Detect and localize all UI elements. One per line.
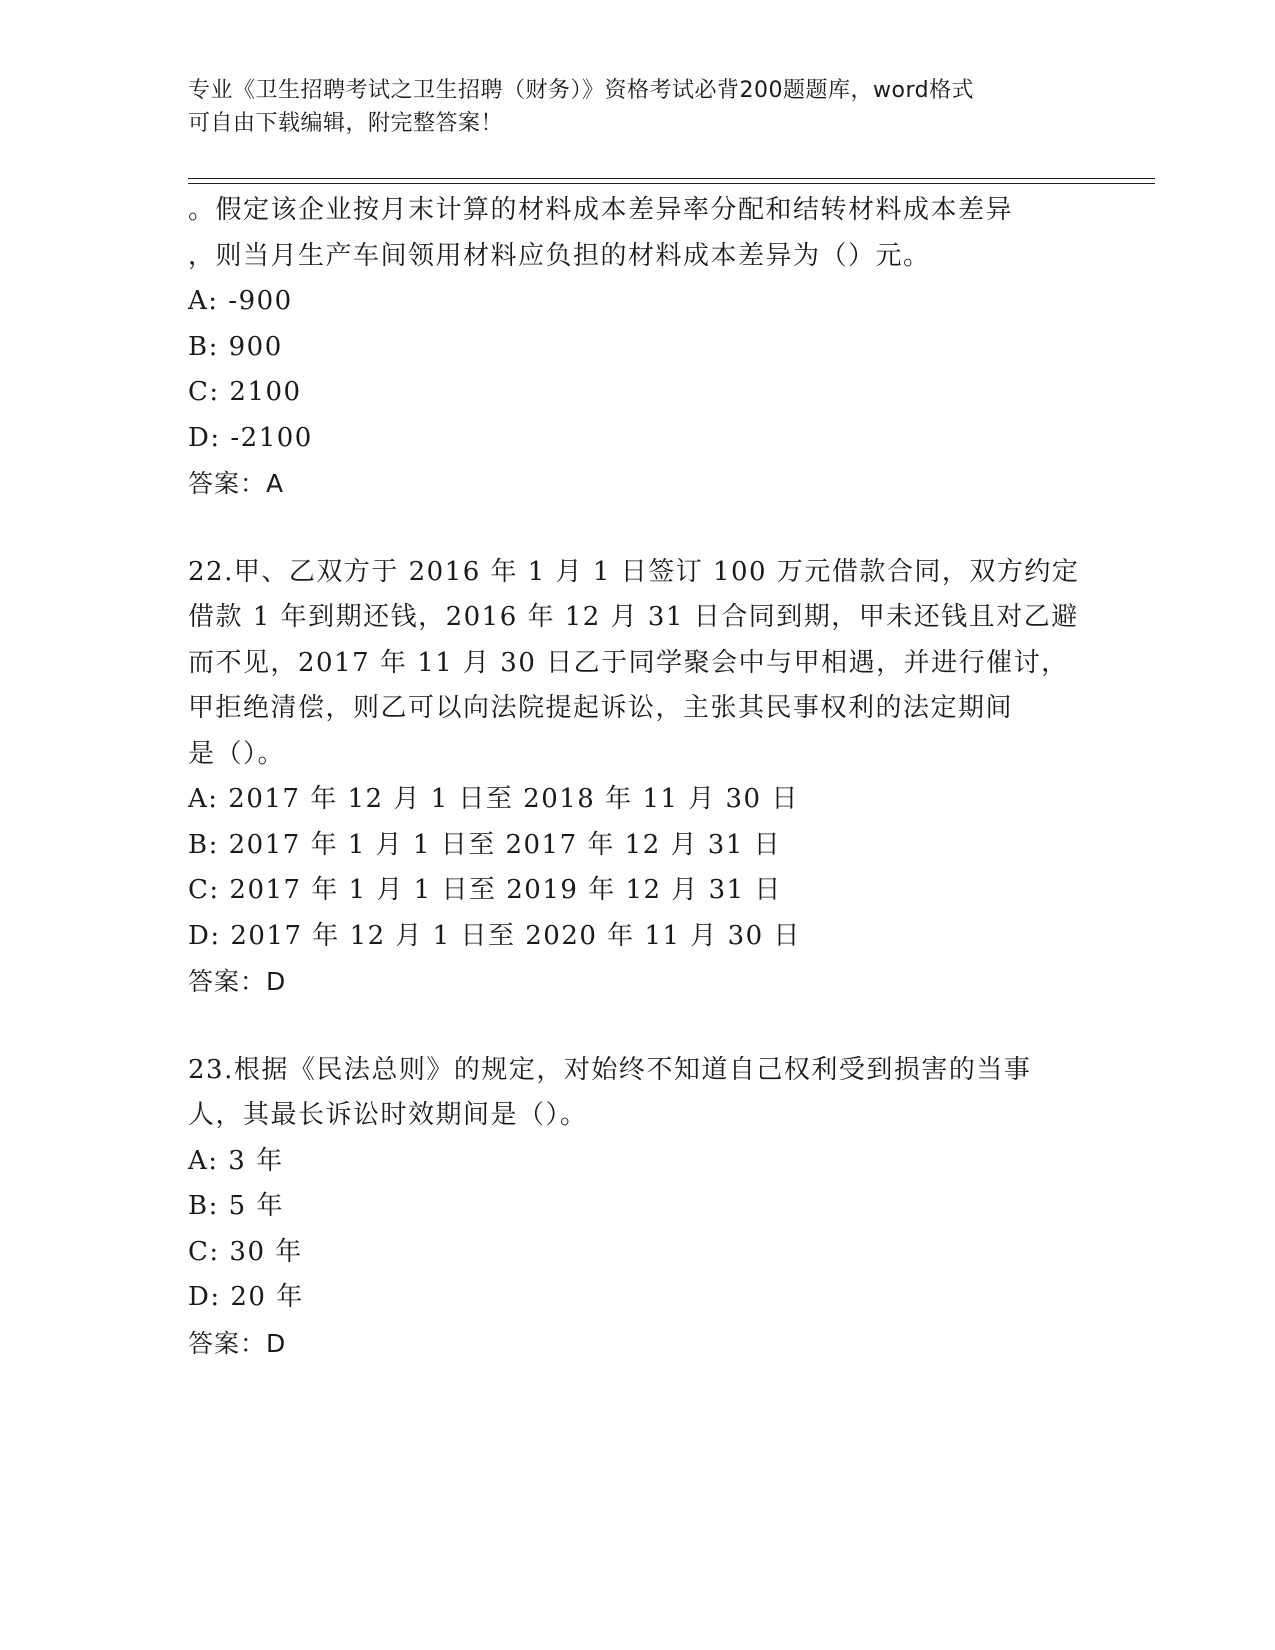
question-text-line: 。假定该企业按月末计算的材料成本差异率分配和结转材料成本差异 [188,195,1014,225]
question-22 [188,550,1078,1005]
question-text-line: 借款 1 年到期还钱，2016 年 12 月 31 日合同到期，甲未还钱且对乙避 [188,602,1079,632]
question-spacer [188,507,1078,550]
option-a: A: 3 年 [188,1145,284,1176]
header-line-2: 可自由下载编辑，附完整答案！ [188,111,504,136]
question-23 [188,1048,1078,1367]
answer-label: 答案：D [188,967,287,996]
option-b: B: 900 [188,331,283,362]
question-text-line: ，则当月生产车间领用材料应负担的材料成本差异为（）元。 [188,240,931,271]
header-divider-top [188,178,1155,179]
option-d: D: 20 年 [188,1282,304,1312]
option-c: C: 2100 [188,377,302,407]
question-text-line: 甲拒绝清偿，则乙可以向法院提起诉讼，主张其民事权利的法定期间 [188,693,1014,723]
answer-label: 答案：A [188,469,285,498]
option-b: B: 5 年 [188,1191,284,1221]
option-b: B: 2017 年 1 月 1 日至 2017 年 12 月 31 日 [188,829,782,860]
option-a: A: 2017 年 12 月 1 日至 2018 年 11 月 30 日 [188,784,799,814]
option-c: C: 30 年 [188,1236,303,1267]
question-spacer [188,1005,1078,1048]
option-a: A: -900 [188,286,293,316]
answer-label: 答案：D [188,1328,287,1358]
question-21 [188,188,1078,507]
question-text-line: 22.甲、乙双方于 2016 年 1 月 1 日签订 100 万元借款合同，双方约定 [188,556,1080,587]
document-body [188,188,1078,1366]
question-text-line: 人，其最长诉讼时效期间是（）。 [188,1100,588,1130]
option-c: C: 2017 年 1 月 1 日至 2019 年 12 月 31 日 [188,875,782,905]
question-text-line: 而不见，2017 年 11 月 30 日乙于同学聚会中与甲相遇，并进行催讨， [188,647,1069,678]
option-d: D: -2100 [188,422,313,453]
option-d: D: 2017 年 12 月 1 日至 2020 年 11 月 30 日 [188,920,801,951]
header-divider-bottom [188,183,1155,184]
question-text-line: 23.根据《民法总则》的规定，对始终不知道自己权利受到损害的当事 [188,1054,1032,1085]
header-line-1: 专业《卫生招聘考试之卫生招聘（财务）》资格考试必背200题题库，word格式 [188,78,975,103]
question-text-line: 是（）。 [188,738,286,769]
document-header [188,74,1088,140]
